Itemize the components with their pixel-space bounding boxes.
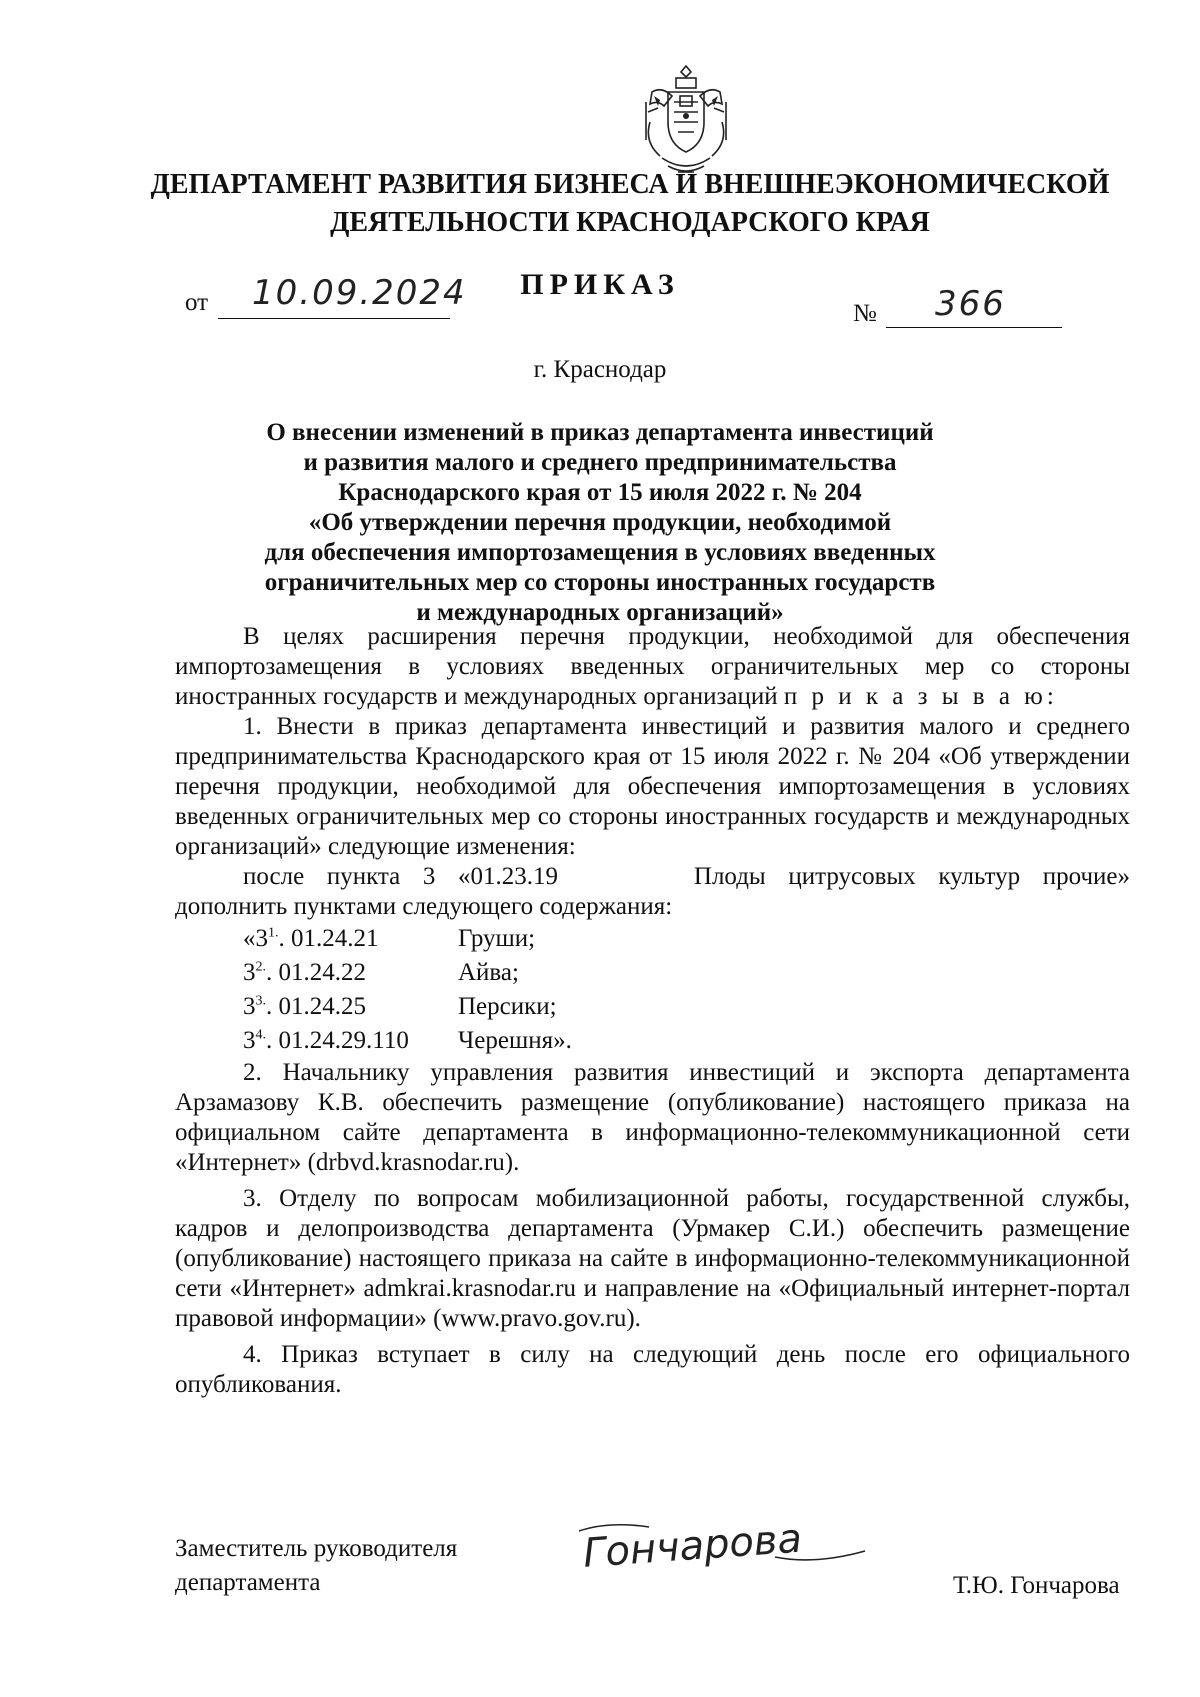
document-body xyxy=(175,622,1130,1400)
after-point-line xyxy=(175,862,1130,892)
item-2: 2. Начальнику управления развития инвестиций и экспорта департамента Арзамазову К.В. обеспечить размещение (опубликование) настоящего приказа на официальном сайте департамента в информационно-телекоммуникационной сети «Интернет» (drbvd.krasnodar.ru). xyxy=(175,1059,1130,1176)
list-item-name: Персики; xyxy=(458,993,557,1020)
date-underline xyxy=(218,318,450,319)
list-item-name: Груши; xyxy=(458,925,536,952)
list-item: $3^{4.}$. 01.24.29.110 Черешня». xyxy=(175,1024,1130,1058)
title-line: «Об утверждении перечня продукции, необходимой xyxy=(308,509,892,536)
department-name-line2: ДЕЯТЕЛЬНОСТИ КРАСНОДАРСКОГО КРАЯ xyxy=(330,207,930,238)
item-3: 3. Отделу по вопросам мобилизационной работы, государственной службы, кадров и делопроизводства департамента (Урмакер С.И.) обеспечить размещение (опубликование) настоящего приказа на сайте в информационно-телекоммуникационной сети «Интернет» admkrai.krasnodar.ru и направление на «Официальный интернет-портал правовой информации» (www.pravo.gov.ru). xyxy=(175,1185,1130,1332)
item-1: 1. Внести в приказ департамента инвестиций и развития малого и среднего предпринимательства Краснодарского края от 15 июля 2022 г. № 204 «Об утверждении перечня продукции, необходимой для обеспечения импортозамещения в условиях введенных ограничительных мер со стороны иностранных государств и международных организаций» следующие изменения: xyxy=(175,713,1130,860)
position-line2: департамента xyxy=(175,1569,321,1596)
order-title xyxy=(200,418,1000,628)
prikazyvayu-word: п р и к а з ы в а ю: xyxy=(783,683,1058,710)
number-label: № xyxy=(853,300,877,327)
department-name-line1: ДЕПАРТАМЕНТ РАЗВИТИЯ БИЗНЕСА И ВНЕШНЕЭКОНОМИЧЕСКОЙ xyxy=(150,169,1110,200)
date-handwritten: 10.09.2024 xyxy=(252,273,467,313)
after-point-rest: Плоды цитрусовых культур прочие» xyxy=(693,863,1131,890)
supplement-line: дополнить пунктами следующего содержания: xyxy=(175,893,673,920)
item-4: 4. Приказ вступает в силу на следующий день после его официального опубликования. xyxy=(175,1341,1130,1398)
title-line: О внесении изменений в приказ департамента инвестиций xyxy=(266,419,934,446)
list-item: $3^{3.}$. 01.24.25 Персики; xyxy=(175,990,1130,1024)
number-handwritten: 366 xyxy=(935,284,1006,324)
title-line: для обеспечения импортозамещения в условиях введенных xyxy=(264,539,936,566)
title-line: Краснодарского края от 15 июля 2022 г. № 204 xyxy=(338,479,862,506)
number-underline xyxy=(886,327,1062,328)
list-item: «$3^{1.}$. 01.24.21 Груши; xyxy=(175,922,1130,956)
svg-text:Гончарова: Гончарова xyxy=(581,1515,804,1577)
document-type-heading: ПРИКАЗ xyxy=(520,268,680,301)
title-line: и международных организаций» xyxy=(416,599,784,626)
list-item: $3^{2.}$. 01.24.22 Айва; xyxy=(175,956,1130,990)
list-item-name: Черешня». xyxy=(458,1027,572,1054)
intro-paragraph xyxy=(175,622,1130,712)
coat-of-arms-emblem xyxy=(638,62,734,178)
signatory-name: Т.Ю. Гончарова xyxy=(953,1572,1120,1599)
handwritten-signature xyxy=(575,1505,875,1585)
signatory-position xyxy=(175,1532,457,1600)
position-line1: Заместитель руководителя xyxy=(175,1535,458,1562)
intro-text: В целях расширения перечня продукции, необходимой для обеспечения импортозамещения в условиях введенных ограничительных мер со стороны иностранных государств и международных организаций xyxy=(175,623,1130,710)
after-point-prefix: после пункта 3 «01.23.19 xyxy=(243,863,559,890)
city: г. Краснодар xyxy=(533,356,667,383)
date-label: от xyxy=(185,289,209,316)
title-line: и развития малого и среднего предпринимательства xyxy=(303,449,897,476)
list-item-name: Айва; xyxy=(458,959,519,986)
title-line: ограничительных мер со стороны иностранных государств xyxy=(264,569,936,596)
